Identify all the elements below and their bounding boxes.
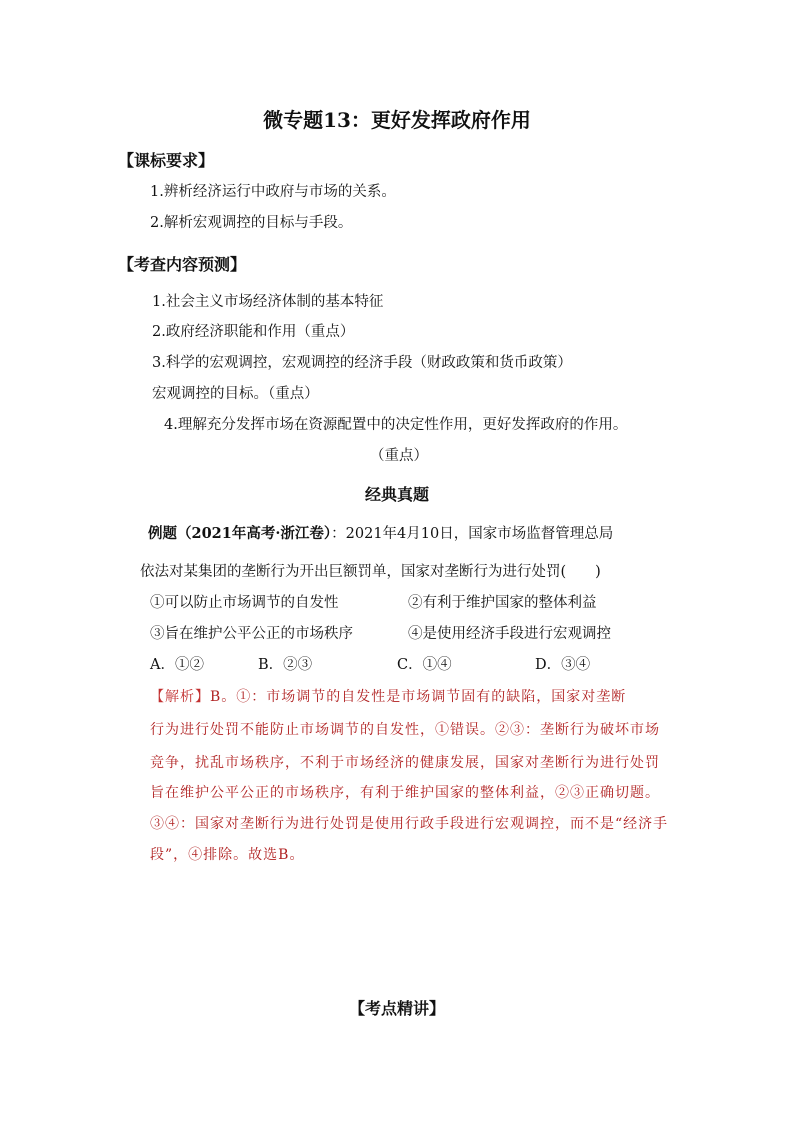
option-2: ②有利于维护国家的整体利益: [408, 595, 597, 611]
section-heading-curriculum: 【课标要求】: [118, 151, 215, 170]
prediction-item-4-note: （重点）: [370, 448, 428, 464]
analysis-line-1: [150, 686, 626, 706]
choice-a: A．①②: [150, 657, 204, 673]
option-3: ③旨在维护公平公正的市场秩序: [150, 626, 353, 642]
classic-heading: 经典真题: [364, 485, 429, 504]
prediction-item-2: 2.政府经济职能和作用（重点）: [152, 324, 355, 340]
option-1: ①可以防止市场调节的自发性: [150, 595, 339, 611]
example-line-1: [148, 522, 613, 543]
analysis-text-1: B。①：市场调节的自发性是市场调节固有的缺陷，国家对垄断: [210, 689, 627, 705]
analysis-line-3: 竞争，扰乱市场秩序，不利于市场经济的健康发展，国家对垄断行为进行处罚: [150, 755, 660, 771]
example-line-2: 依法对某集团的垄断行为开出巨额罚单，国家对垄断行为进行处罚( ): [140, 564, 601, 580]
option-4: ④是使用经济手段进行宏观调控: [408, 626, 611, 642]
curriculum-item-1: 1.辨析经济运行中政府与市场的关系。: [150, 184, 396, 200]
analysis-line-2: 行为进行处罚不能防止市场调节的自发性，①错误。②③：垄断行为破坏市场: [150, 722, 660, 738]
example-label: 例题（2021年高考·浙江卷）: [148, 525, 332, 542]
page-title: 微专题13：更好发挥政府作用: [263, 108, 531, 132]
prediction-item-3: 3.科学的宏观调控，宏观调控的经济手段（财政政策和货币政策）: [152, 355, 572, 371]
prediction-item-1: 1.社会主义市场经济体制的基本特征: [152, 294, 384, 310]
analysis-line-6: 段”，④排除。故选B。: [150, 847, 305, 863]
analysis-line-5: ③④：国家对垄断行为进行处罚是使用行政手段进行宏观调控，而不是“经济手: [150, 816, 669, 832]
prediction-item-4: 4.理解充分发挥市场在资源配置中的决定性作用，更好发挥政府的作用。: [164, 417, 628, 433]
section-heading-prediction: 【考查内容预测】: [118, 255, 247, 274]
prediction-item-3-cont: 宏观调控的目标。（重点）: [152, 386, 319, 402]
choice-b: B．②③: [258, 657, 313, 673]
analysis-line-4: 旨在维护公平公正的市场秩序，有利于维护国家的整体利益，②③正确切题。: [150, 785, 660, 801]
example-text-1: ：2021年4月10日，国家市场监督管理总局: [331, 526, 614, 542]
choice-c: C．①④: [397, 657, 452, 673]
analysis-tag: 【解析】: [150, 689, 210, 705]
curriculum-item-2: 2.解析宏观调控的目标与手段。: [150, 215, 353, 231]
choice-d: D．③④: [535, 657, 591, 673]
footer-heading: 【考点精讲】: [348, 999, 445, 1018]
